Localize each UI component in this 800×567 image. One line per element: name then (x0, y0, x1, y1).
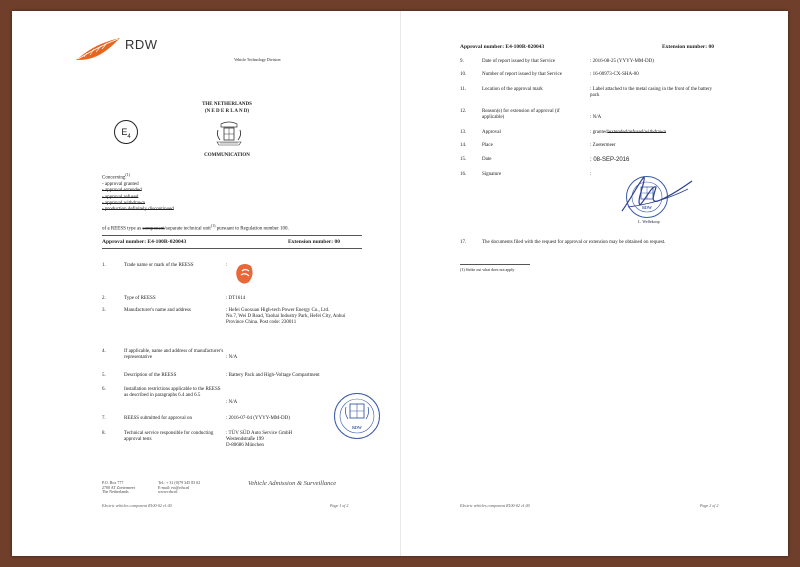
e-mark-number: 4 (127, 133, 131, 140)
footer-page-number: Page 1 of 2 (330, 503, 349, 508)
communication-heading: COMMUNICATION (204, 153, 250, 158)
footer-address: P.O. Box 777 2700 AT Zoetermeer The Netherlands (102, 480, 136, 495)
row-number: 11. (460, 87, 467, 92)
signer-name: L. Wellekoop (638, 219, 660, 224)
row-value: : N/A (226, 355, 238, 360)
footer-slogan: Vehicle Admission & Surveillance (248, 480, 337, 487)
divider (102, 235, 362, 236)
concerning-block (102, 172, 174, 213)
row-value: : N/A (226, 400, 238, 405)
stamp-text: RDW (642, 205, 652, 210)
row-number: 13. (460, 130, 467, 135)
rdw-logo-text: RDW (125, 37, 158, 52)
row-label: Date (482, 157, 492, 162)
row-number: 17. (460, 240, 467, 245)
concerning-label: Concerning$^{(1)}$ (102, 172, 130, 181)
approval-option: - production definitely discontinued (102, 207, 174, 213)
footnote-divider (460, 264, 530, 265)
rdw-feather-logo (74, 36, 124, 62)
row-value: : TÜV SÜD Auto Service GmbH Westendstraße 199 D-80686 München (226, 431, 293, 449)
stamp-text: RDW (352, 425, 362, 430)
division-name: Vehicle Technology Division (234, 57, 281, 62)
country-name: THE NETHERLANDS (202, 102, 252, 107)
row-label: Installation restrictions applicable to the REESS as described in paragraphs 6.4 and 6.5 (124, 387, 221, 399)
approval-number: Approval number: E4-100R-020043 (102, 239, 187, 245)
row-number: 5. (102, 373, 106, 378)
row-value: : granted/extended/refused/withdrawn (590, 130, 666, 135)
row-label: REESS submitted for approval on (124, 416, 193, 421)
row-label: If applicable, name and address of manufacturer's representative (124, 349, 224, 361)
row-label: Number of report issued by that Service (482, 72, 562, 77)
reess-statement: of a REESS type as component/separate technical unit$^{(1)}$ pursuant to Regulation number 100. (102, 223, 289, 232)
row-label: The documents filed with the request for approval or extension may be obtained on request. (482, 240, 666, 245)
row-value: : 16-00973-CX-SHA-00 (590, 72, 639, 77)
row-value: : 2016-07-04 (YYYY-MM-DD) (226, 416, 290, 421)
row-value: : N/A (590, 115, 602, 120)
row-number: 10. (460, 72, 467, 77)
row-number: 15. (460, 157, 467, 162)
row-number: 6. (102, 387, 106, 392)
footer-page-number: Page 2 of 2 (700, 503, 719, 508)
row-number: 8. (102, 431, 106, 436)
row-number: 14. (460, 143, 467, 148)
page-2 (400, 11, 788, 556)
row-number: 3. (102, 308, 106, 313)
country-heading (187, 101, 267, 115)
extension-number: Extension number: 00 (662, 44, 714, 50)
trade-mark-logo (235, 263, 255, 285)
extension-number: Extension number: 00 (288, 239, 340, 245)
row-label: Location of the approval mark (482, 87, 543, 92)
footer-contact: Tel.: + 31 (0)79 345 83 02 E-mail: rvi@rdw.nl www.rdw.nl (158, 480, 201, 495)
row-label: Manufacturer's name and address (124, 308, 191, 313)
approval-number: Approval number: E4-100R-020043 (460, 44, 545, 50)
row-label: Reason(s) for extension of approval (if applicable) (482, 109, 560, 121)
approval-option: - approval extended (102, 188, 142, 194)
row-value: : DT1614 (226, 296, 246, 301)
approval-list (102, 182, 174, 213)
row-number: 16. (460, 172, 467, 177)
e-mark-letter: E (121, 127, 128, 137)
coat-of-arms-icon (215, 121, 243, 147)
row-label: Technical service responsible for conducting approval tests (124, 431, 214, 443)
row-label: Trade name or mark of the REESS (124, 263, 194, 268)
row-label: Place (482, 143, 493, 148)
rdw-stamp (334, 393, 380, 439)
row-label: Description of the REESS (124, 373, 177, 378)
row-label: Signature (482, 172, 502, 177)
approval-option: - approval granted (102, 181, 139, 187)
approval-option: - approval refused (102, 194, 139, 200)
document-frame (12, 11, 788, 556)
stamp-crest-icon (335, 394, 379, 438)
row-number: 7. (102, 416, 106, 421)
divider (102, 248, 362, 249)
row-value: : 08-SEP-2016 (590, 157, 630, 163)
page-1 (12, 11, 400, 556)
country-name-local: (N E D E R L A N D) (204, 109, 250, 114)
row-label: Date of report issued by that Service (482, 59, 556, 64)
row-number: 2. (102, 296, 106, 301)
footer-component: Electric vehicles component R100-02 v1.00 (460, 503, 530, 508)
row-number: 1. (102, 263, 106, 268)
row-value: : (590, 172, 592, 177)
row-value: : (226, 263, 228, 268)
footnote: (1) Strike out what does not apply (460, 267, 515, 272)
row-value: : Zoetermeer (590, 143, 616, 148)
footer-component: Electric vehicles component R100-02 v1.00 (102, 503, 172, 508)
row-number: 12. (460, 109, 467, 114)
row-value: : Hefei Guoxuan High-tech Power Energy Co., Ltd. No.7, Wei D Road, Yaohai Industry Park, Hefei City, Anhui Province China. Post code: 230011 (226, 308, 346, 326)
e-mark-circle (114, 120, 138, 144)
row-label: Type of REESS (124, 296, 156, 301)
row-number: 4. (102, 349, 106, 354)
row-value: : Label attached to the metal casing in the front of the battery pack (590, 87, 713, 99)
row-value: : Battery Pack and High-Voltage Compartment (226, 373, 320, 378)
row-label: Approval (482, 130, 501, 135)
row-number: 9. (460, 59, 464, 64)
signature-image (618, 171, 698, 221)
row-value: : 2016-08-25 (YYYY-MM-DD) (590, 59, 654, 64)
approval-option: - approval withdrawn (102, 200, 146, 206)
